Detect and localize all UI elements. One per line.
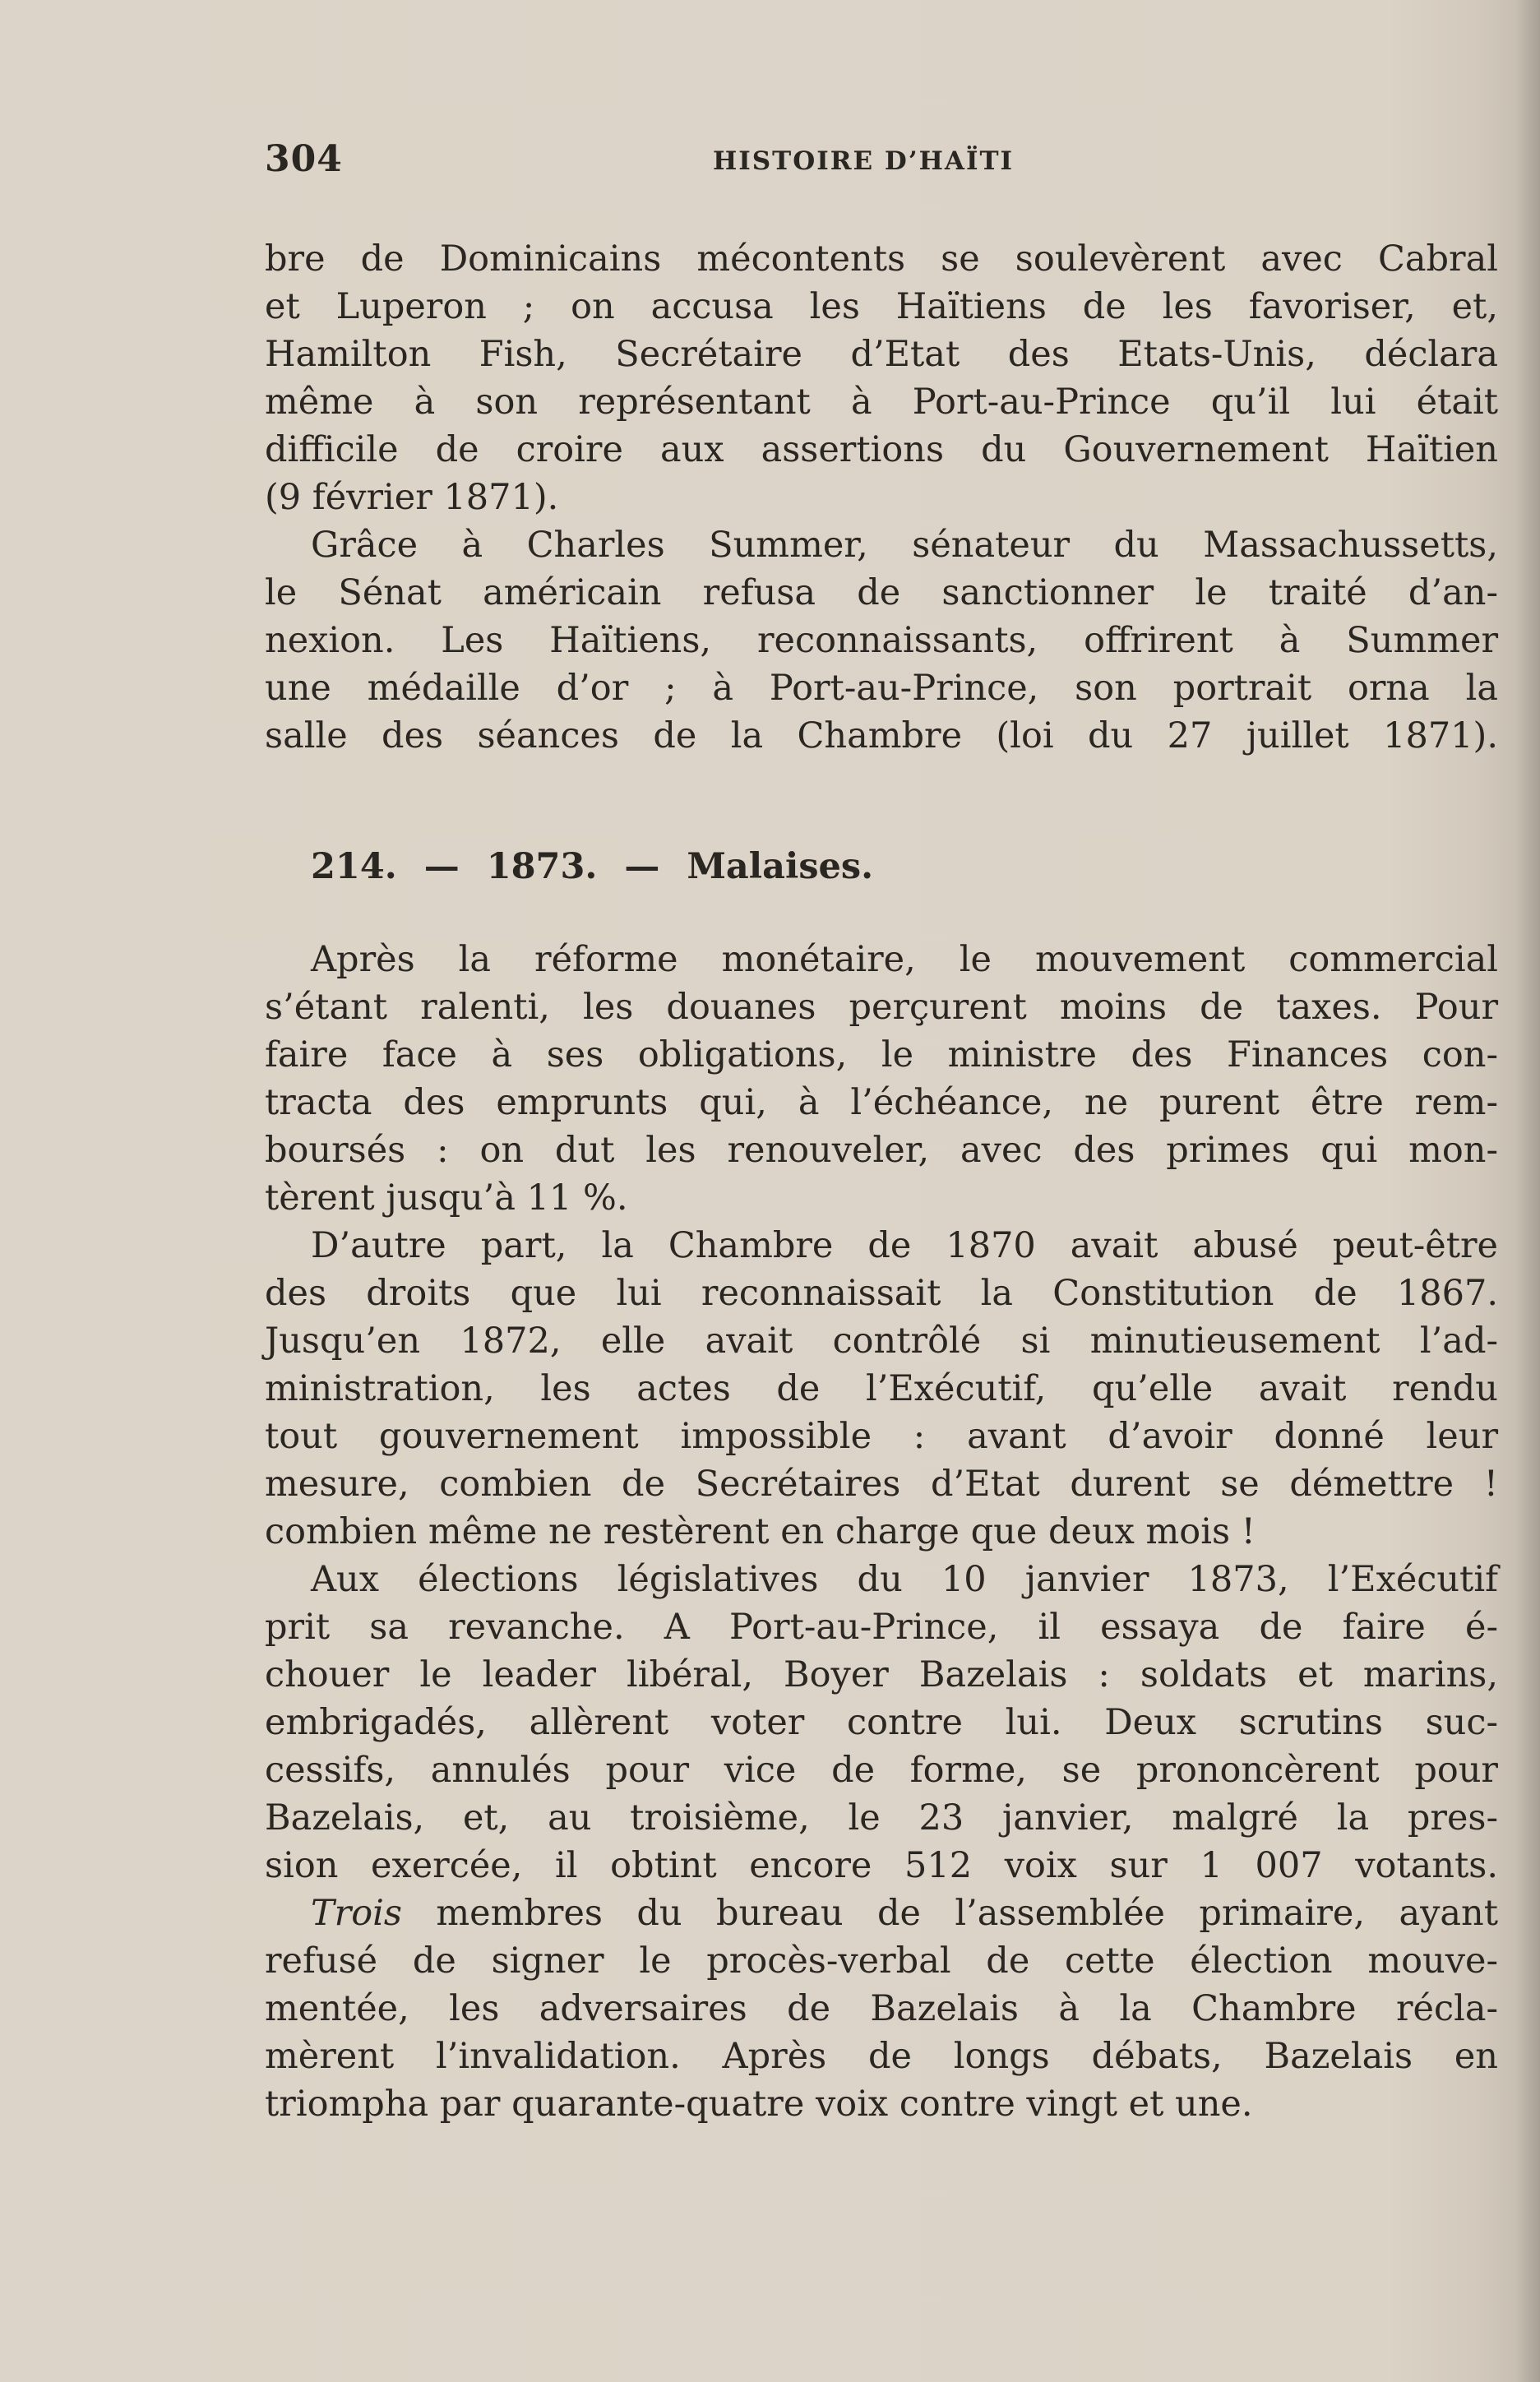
paragraph-block-1: [265, 235, 1498, 760]
section-heading: [311, 846, 888, 887]
text-line: mentée, les adversaires de Bazelais à la Chambre récla-: [265, 1988, 1498, 2029]
text-line: une médaille d’or ; à Port-au-Prince, son portrait orna la: [265, 668, 1498, 709]
text-line: prit sa revanche. A Port-au-Prince, il essaya de faire é-: [265, 1607, 1498, 1648]
text-line: triompha par quarante-quatre voix contre vingt et une.: [265, 2084, 1253, 2125]
text-line: ministration, les actes de l’Exécutif, qu’elle avait rendu: [265, 1368, 1498, 1409]
text-line: et Luperon ; on accusa les Haïtiens de les favoriser, et,: [265, 286, 1498, 327]
text-line: chouer le leader libéral, Boyer Bazelais : soldats et marins,: [265, 1654, 1498, 1695]
text-line: Bazelais, et, au troisième, le 23 janvier, malgré la pres-: [265, 1797, 1498, 1839]
text-line: salle des séances de la Chambre (loi du 27 juillet 1871).: [265, 715, 1498, 756]
page-number: 304: [265, 138, 343, 180]
text-line: refusé de signer le procès-verbal de cette élection mouve-: [265, 1940, 1498, 1982]
text-line: Grâce à Charles Summer, sénateur du Massachussetts,: [311, 525, 1498, 566]
running-title: HISTOIRE D’HAÏTI: [713, 146, 1015, 176]
text-line: même à son représentant à Port-au-Prince qu’il lui était: [265, 382, 1498, 423]
text-line: mesure, combien de Secrétaires d’Etat durent se démettre !: [265, 1464, 1498, 1505]
text-line: D’autre part, la Chambre de 1870 avait abusé peut-être: [311, 1225, 1498, 1266]
text-line: difficile de croire aux assertions du Gouvernement Haïtien: [265, 429, 1498, 470]
text-line: s’étant ralenti, les douanes perçurent moins de taxes. Pour: [265, 987, 1498, 1028]
italic-word: Trois: [311, 1893, 402, 1934]
section-year: 1873.: [486, 846, 598, 887]
text-line-rest: membres du bureau de l’assemblée primaire, ayant: [436, 1893, 1499, 1934]
text-line: Aux élections législatives du 10 janvier 1873, l’Exécutif: [311, 1559, 1498, 1600]
text-line: nexion. Les Haïtiens, reconnaissants, offrirent à Summer: [265, 620, 1498, 661]
section-title: Malaises.: [687, 846, 874, 887]
text-line: (9 février 1871).: [265, 477, 559, 518]
text-line: boursés : on dut les renouveler, avec des primes qui mon-: [265, 1130, 1498, 1171]
page-edge-shadow: [1515, 0, 1540, 2382]
text-line: tout gouvernement impossible : avant d’avoir donné leur: [265, 1416, 1498, 1457]
text-line: tracta des emprunts qui, à l’échéance, ne purent être rem-: [265, 1082, 1498, 1123]
section-dash: —: [624, 846, 660, 887]
text-line: Hamilton Fish, Secrétaire d’Etat des Etats-Unis, déclara: [265, 334, 1498, 375]
page-header: [265, 138, 1498, 187]
section-number: 214.: [311, 846, 397, 887]
text-line: embrigadés, allèrent voter contre lui. Deux scrutins suc-: [265, 1702, 1498, 1743]
text-line: cessifs, annulés pour vice de forme, se prononcèrent pour: [265, 1750, 1498, 1791]
text-line: Jusqu’en 1872, elle avait contrôlé si minutieusement l’ad-: [265, 1321, 1498, 1362]
section-dash: —: [423, 846, 460, 887]
text-line: le Sénat américain refusa de sanctionner le traité d’an-: [265, 572, 1498, 613]
text-line: tèrent jusqu’à 11 %.: [265, 1177, 628, 1219]
text-line: mèrent l’invalidation. Après de longs débats, Bazelais en: [265, 2036, 1498, 2077]
text-line: [265, 1889, 1498, 1937]
text-line: des droits que lui reconnaissait la Constitution de 1867.: [265, 1273, 1498, 1314]
text-line: faire face à ses obligations, le ministre des Finances con-: [265, 1034, 1498, 1075]
text-line: bre de Dominicains mécontents se soulevèrent avec Cabral: [265, 238, 1498, 280]
text-line: Après la réforme monétaire, le mouvement commercial: [311, 939, 1498, 980]
text-line: sion exercée, il obtint encore 512 voix sur 1 007 votants.: [265, 1845, 1498, 1886]
text-line: combien même ne restèrent en charge que deux mois !: [265, 1511, 1256, 1552]
paragraph-block-2: [265, 936, 1498, 2128]
